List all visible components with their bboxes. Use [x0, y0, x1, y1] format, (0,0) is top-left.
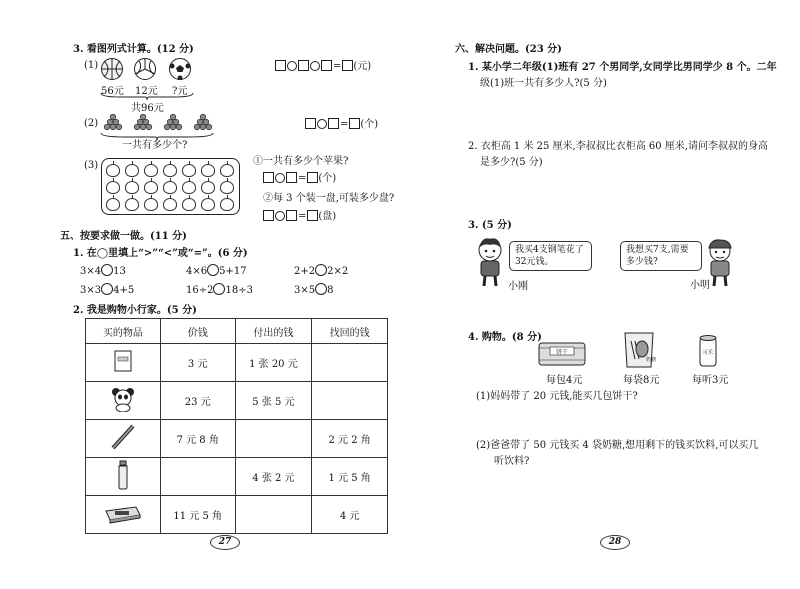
section5-title: 五、按要求做一做。(11 分): [60, 231, 187, 242]
row3-paid[interactable]: [235, 420, 312, 458]
s6-q3-title: 3. (5 分): [468, 220, 512, 231]
name-xiaoming: 小明: [690, 280, 710, 291]
comparison-right: 8: [327, 285, 334, 296]
s6-q4-sub2-line2: 听饮料?: [494, 456, 530, 467]
s6-q2-line2: 是多少?(5 分): [480, 157, 543, 168]
q3-p2-label: (2): [84, 118, 99, 129]
name-xiaogang: 小刚: [508, 281, 528, 292]
q3-p3-unit1: (个): [318, 173, 337, 184]
page-number-right: 28: [600, 535, 630, 550]
q3-p1-price-2: 12元: [135, 86, 158, 97]
comparison-item: [186, 264, 247, 277]
q3-p3-label: (3): [84, 160, 99, 171]
apple-icon: [182, 198, 196, 211]
comparison-item: [186, 283, 253, 296]
row1-change[interactable]: [312, 344, 388, 382]
pencil-box-icon: [86, 496, 161, 534]
boy-xiaogang-icon: [472, 236, 508, 288]
comparison-item: [294, 264, 348, 277]
apple-icon: [201, 164, 215, 177]
answer-circle[interactable]: [315, 283, 327, 295]
comparison-right: 13: [113, 266, 126, 277]
s6-q4-sub2-line1: (2)爸爸带了 50 元钱买 4 袋奶糖,想用剩下的钱买饮料,可以买几: [476, 440, 759, 451]
apple-icon: [201, 198, 215, 211]
q3-p1-equation: = (元): [275, 57, 371, 72]
table-row: [86, 420, 388, 458]
row4-price[interactable]: [160, 458, 235, 496]
apple-icon: [125, 181, 139, 194]
comparison-left: 3×3: [80, 285, 102, 296]
q3-title: 3. 看图列式计算。(12 分): [73, 44, 194, 55]
s6-q2-line1: 2. 衣柜高 1 米 25 厘米,李叔叔比衣柜高 60 厘米,请问李叔叔的身高: [468, 141, 768, 152]
comparison-right: 4+5: [113, 285, 135, 296]
page-number-left: 27: [210, 535, 240, 550]
comparison-item: [80, 283, 134, 296]
table-row: [86, 496, 388, 534]
q3-p1-price-3: ?元: [172, 86, 188, 97]
q3-p3-unit2: (盘): [318, 211, 337, 222]
s5-q2-title: 2. 我是购物小行家。(5 分): [73, 305, 197, 316]
row4-paid: 4 张 2 元: [235, 458, 312, 496]
biscuit-pack-label: 饼干: [555, 349, 569, 356]
candy-bag-label: 奶糖: [646, 357, 656, 363]
q3-p2-total: 一共有多少个?: [122, 140, 188, 151]
q3-p1-price-1: 56元: [101, 86, 124, 97]
col-header-paid: 付出的钱: [235, 319, 312, 344]
apple-icon: [125, 198, 139, 211]
apple-icon: [163, 164, 177, 177]
soda-can-label: 可乐: [702, 350, 714, 356]
answer-circle[interactable]: [213, 283, 225, 295]
comparison-item: [80, 264, 126, 277]
comparison-item: [294, 283, 333, 296]
comparison-left: 3×5: [294, 285, 316, 296]
comparison-left: 3×4: [80, 266, 102, 277]
s6-q1-line1: 1. 某小学二年级(1)班有 27 个男同学,女同学比男同学少 8 个。二年: [468, 62, 777, 73]
apple-icon: [182, 164, 196, 177]
s6-q4-sub1: (1)妈妈带了 20 元钱,能买几包饼干?: [476, 391, 638, 402]
apple-icon: [106, 181, 120, 194]
answer-circle[interactable]: [101, 283, 113, 295]
apple-icon: [220, 164, 234, 177]
soda-price: 每听3元: [692, 375, 729, 386]
q3-p1-label: (1): [84, 60, 99, 71]
speech-bubble-xiaoming: 我想买7支,需要多少钱?: [620, 241, 702, 271]
s6-q1-line2: 级(1)班一共有多少人?(5 分): [480, 78, 607, 89]
comparison-right: 2×2: [327, 266, 349, 277]
q3-p3-equation2: = (盘): [263, 207, 336, 222]
table-row: [86, 458, 388, 496]
q3-p3-sub2: ②每 3 个装一盘,可装多少盘?: [263, 193, 395, 204]
col-header-change: 找回的钱: [312, 319, 388, 344]
table-row: [86, 344, 388, 382]
row3-price: 7 元 8 角: [160, 420, 235, 458]
answer-circle[interactable]: [101, 264, 113, 276]
panda-icon: [86, 382, 161, 420]
soda-can-icon: [698, 334, 718, 368]
apple-icon: [106, 164, 120, 177]
q3-p3-sub1: ①一共有多少个苹果?: [253, 156, 349, 167]
answer-circle[interactable]: [207, 264, 219, 276]
q3-p2-unit: (个): [360, 119, 379, 130]
row5-price: 11 元 5 角: [160, 496, 235, 534]
apple-icon: [144, 164, 158, 177]
basketball-icon: [101, 58, 123, 80]
comparison-right: 18÷3: [225, 285, 253, 296]
apple-icon: [125, 164, 139, 177]
col-header-price: 价钱: [160, 319, 235, 344]
q3-p1-total: 共96元: [131, 103, 164, 114]
apple-icon: [182, 181, 196, 194]
candy-bag-icon: [622, 331, 656, 369]
row2-change[interactable]: [312, 382, 388, 420]
apple-icon: [220, 181, 234, 194]
row5-paid[interactable]: [235, 496, 312, 534]
pen-icon: [86, 420, 161, 458]
row2-price: 23 元: [160, 382, 235, 420]
apple-icon: [144, 181, 158, 194]
col-header-item: 买的物品: [86, 319, 161, 344]
q3-p1-unit: (元): [353, 61, 372, 72]
answer-circle[interactable]: [315, 264, 327, 276]
volleyball-icon: [134, 58, 156, 80]
apple-icon: [144, 198, 158, 211]
section6-title: 六、解决问题。(23 分): [455, 44, 562, 55]
row4-change: 1 元 5 角: [312, 458, 388, 496]
comparison-left: 2+2: [294, 266, 316, 277]
row1-price: 3 元: [160, 344, 235, 382]
comparison-left: 4×6: [186, 266, 208, 277]
bottle-icon: [86, 458, 161, 496]
row3-change: 2 元 2 角: [312, 420, 388, 458]
soccer-ball-icon: [169, 58, 191, 80]
shopping-table: [85, 318, 388, 534]
speech-bubble-xiaogang: 我买4支钢笔花了32元钱。: [509, 241, 592, 271]
apple-icon: [163, 181, 177, 194]
apple-icon: [106, 198, 120, 211]
notebook-icon: [86, 344, 161, 382]
apple-icon: [220, 198, 234, 211]
q3-p2-equation: = (个): [305, 115, 378, 130]
apple-icon: [163, 198, 177, 211]
q3-p2-ball-pyramids: [101, 112, 221, 134]
s6-q4-title: 4. 购物。(8 分): [468, 332, 542, 343]
q3-p3-equation1: = (个): [263, 169, 336, 184]
table-header-row: [86, 319, 388, 344]
candy-price: 每袋8元: [623, 375, 660, 386]
biscuit-price: 每包4元: [546, 375, 583, 386]
row1-paid: 1 张 20 元: [235, 344, 312, 382]
biscuit-pack-icon: [537, 338, 587, 368]
table-row: [86, 382, 388, 420]
s5-q1-title: 1. 在◯里填上“>”“<”或“=”。(6 分): [73, 248, 248, 259]
comparison-right: 5+17: [219, 266, 247, 277]
row5-change: 4 元: [312, 496, 388, 534]
apple-icon: [201, 181, 215, 194]
comparison-left: 16÷2: [186, 285, 214, 296]
row2-paid: 5 张 5 元: [235, 382, 312, 420]
